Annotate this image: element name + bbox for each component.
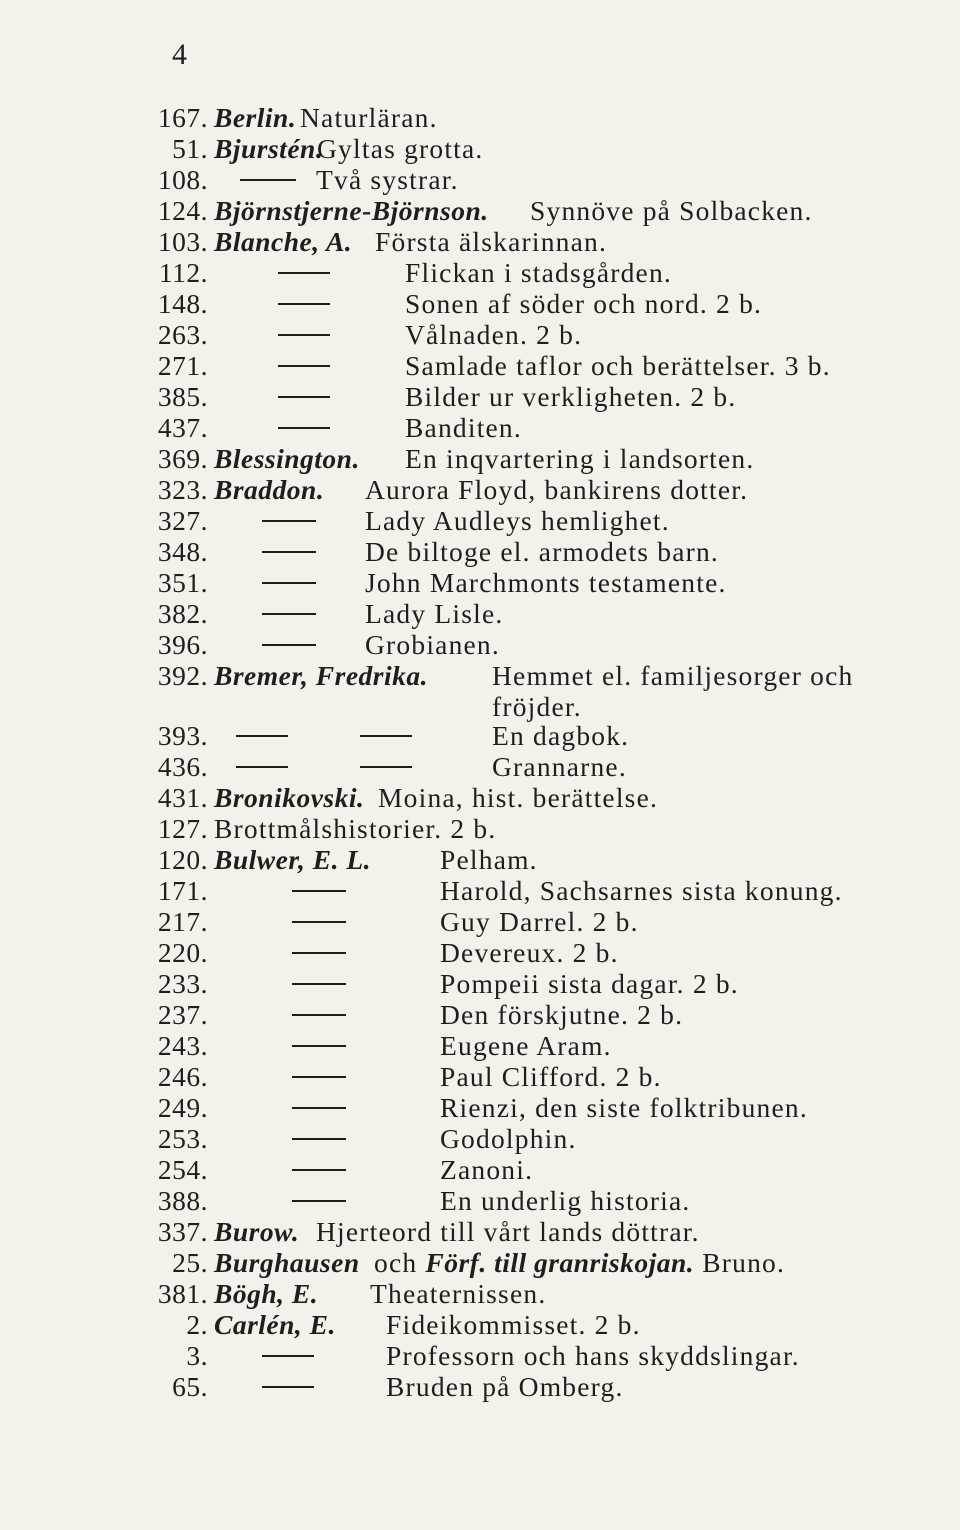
ditto-dash xyxy=(262,613,316,615)
catalog-entry xyxy=(0,319,960,350)
catalog-entry xyxy=(0,751,960,782)
catalog-entry xyxy=(0,813,960,844)
catalog-entry xyxy=(0,1030,960,1061)
catalog-entry xyxy=(0,937,960,968)
catalog-entry xyxy=(0,720,960,751)
ditto-dash xyxy=(262,1386,314,1388)
catalog-entry xyxy=(0,381,960,412)
entry-title: Moina, hist. berättelse. xyxy=(378,782,659,813)
entry-number: 103. xyxy=(157,226,208,257)
catalog-entry xyxy=(0,598,960,629)
catalog-entry xyxy=(0,629,960,660)
entry-title: Harold, Sachsarnes sista konung. xyxy=(440,875,843,906)
entry-title: Pelham. xyxy=(440,844,538,875)
entry-number: 348. xyxy=(157,536,208,567)
entry-title: Eugene Aram. xyxy=(440,1030,612,1061)
entry-number: 369. xyxy=(157,443,208,474)
ditto-dash xyxy=(360,735,412,737)
entry-title: och Förf. till granriskojan. Bruno. xyxy=(374,1247,786,1278)
entry-number: 148. xyxy=(157,288,208,319)
catalog-entry xyxy=(0,288,960,319)
entry-title: Hemmet el. familjesorger och xyxy=(492,660,854,691)
ditto-dash xyxy=(292,1045,346,1047)
catalog-entry xyxy=(0,1061,960,1092)
entry-title: Devereux. 2 b. xyxy=(440,937,619,968)
ditto-dash xyxy=(278,396,330,398)
ditto-dash xyxy=(292,983,346,985)
ditto-dash xyxy=(360,766,412,768)
entry-number: 127. xyxy=(157,813,208,844)
entry-number: 392. xyxy=(157,660,208,691)
entry-title: Guy Darrel. 2 b. xyxy=(440,906,639,937)
entry-title: Bilder ur verkligheten. 2 b. xyxy=(405,381,737,412)
entry-title: Bruden på Omberg. xyxy=(386,1371,624,1402)
entry-number: 108. xyxy=(157,164,208,195)
entry-number: 120. xyxy=(157,844,208,875)
entry-author: Bronikovski. xyxy=(214,782,365,813)
ditto-dash xyxy=(240,179,296,181)
entry-number: 323. xyxy=(157,474,208,505)
entry-number: 337. xyxy=(157,1216,208,1247)
catalog-entry xyxy=(0,195,960,226)
entry-number: 253. xyxy=(157,1123,208,1154)
entry-author: Bulwer, E. L. xyxy=(214,844,372,875)
entry-number: 243. xyxy=(157,1030,208,1061)
entry-title: En underlig historia. xyxy=(440,1185,691,1216)
entry-title: Synnöve på Solbacken. xyxy=(530,195,813,226)
entry-number: 237. xyxy=(157,999,208,1030)
entry-title: John Marchmonts testamente. xyxy=(365,567,727,598)
entry-number: 396. xyxy=(157,629,208,660)
entry-title: Gyltas grotta. xyxy=(317,133,484,164)
entry-title: Fideikommisset. 2 b. xyxy=(386,1309,641,1340)
catalog-entry xyxy=(0,1185,960,1216)
entry-author: Bjurstén. xyxy=(214,133,324,164)
ditto-dash xyxy=(292,1200,346,1202)
entry-number: 263. xyxy=(157,319,208,350)
entry-title: Pompeii sista dagar. 2 b. xyxy=(440,968,739,999)
entry-number: 217. xyxy=(157,906,208,937)
ditto-dash xyxy=(278,365,330,367)
catalog-entry xyxy=(0,536,960,567)
entry-title: Theaternissen. xyxy=(370,1278,547,1309)
ditto-dash xyxy=(292,1014,346,1016)
entry-title: Brottmålshistorier. 2 b. xyxy=(214,813,497,844)
catalog-entry xyxy=(0,257,960,288)
entry-number: 382. xyxy=(157,598,208,629)
catalog-entry xyxy=(0,443,960,474)
entry-author: Berlin. xyxy=(214,102,297,133)
ditto-dash xyxy=(262,1355,314,1357)
ditto-dash xyxy=(262,644,316,646)
ditto-dash xyxy=(278,303,330,305)
entry-title: En dagbok. xyxy=(492,720,630,751)
catalog-entry xyxy=(0,1309,960,1340)
catalog-entry xyxy=(0,1278,960,1309)
ditto-dash xyxy=(292,1107,346,1109)
entry-number: 65. xyxy=(172,1371,208,1402)
catalog-entry xyxy=(0,1154,960,1185)
entry-title: fröjder. xyxy=(492,691,582,722)
entry-title: Lady Lisle. xyxy=(365,598,504,629)
entry-title: Sonen af söder och nord. 2 b. xyxy=(405,288,763,319)
catalog-entry xyxy=(0,968,960,999)
entry-author: Bögh, E. xyxy=(214,1278,319,1309)
entry-title: Banditen. xyxy=(405,412,522,443)
entry-author: Blanche, A. xyxy=(214,226,353,257)
ditto-dash xyxy=(278,272,330,274)
catalog-entry xyxy=(0,164,960,195)
entry-number: 112. xyxy=(158,257,208,288)
entry-number: 437. xyxy=(157,412,208,443)
entry-number: 124. xyxy=(157,195,208,226)
catalog-entry xyxy=(0,133,960,164)
entry-number: 167. xyxy=(157,102,208,133)
entry-title: Grannarne. xyxy=(492,751,627,782)
catalog-entry xyxy=(0,782,960,813)
entry-author: Burow. xyxy=(214,1216,300,1247)
entry-title: Paul Clifford. 2 b. xyxy=(440,1061,662,1092)
catalog-list xyxy=(0,102,960,1402)
entry-title: Den förskjutne. 2 b. xyxy=(440,999,684,1030)
entry-number: 25. xyxy=(172,1247,208,1278)
entry-number: 233. xyxy=(157,968,208,999)
entry-number: 220. xyxy=(157,937,208,968)
ditto-dash xyxy=(278,334,330,336)
ditto-dash xyxy=(278,427,330,429)
entry-title: Lady Audleys hemlighet. xyxy=(365,505,670,536)
ditto-dash xyxy=(292,1076,346,1078)
entry-title: Zanoni. xyxy=(440,1154,534,1185)
catalog-entry xyxy=(0,1247,960,1278)
entry-number: 246. xyxy=(157,1061,208,1092)
ditto-dash xyxy=(292,1138,346,1140)
catalog-entry xyxy=(0,505,960,536)
entry-title: Samlade taflor och berättelser. 3 b. xyxy=(405,350,831,381)
catalog-entry xyxy=(0,226,960,257)
ditto-dash xyxy=(292,952,346,954)
entry-title: En inqvartering i landsorten. xyxy=(405,443,755,474)
entry-number: 171. xyxy=(157,875,208,906)
entry-number: 327. xyxy=(157,505,208,536)
catalog-entry xyxy=(0,412,960,443)
catalog-entry xyxy=(0,1123,960,1154)
entry-author: Braddon. xyxy=(214,474,325,505)
entry-title: De biltoge el. armodets barn. xyxy=(365,536,720,567)
catalog-entry xyxy=(0,102,960,133)
ditto-dash xyxy=(236,766,288,768)
entry-author: Burghausen xyxy=(214,1247,360,1278)
catalog-entry xyxy=(0,1340,960,1371)
entry-title: Grobianen. xyxy=(365,629,500,660)
entry-number: 388. xyxy=(157,1185,208,1216)
entry-number: 431. xyxy=(157,782,208,813)
entry-number: 254. xyxy=(157,1154,208,1185)
entry-title: Flickan i stadsgården. xyxy=(405,257,672,288)
ditto-dash xyxy=(262,582,316,584)
entry-title: Naturläran. xyxy=(300,102,438,133)
catalog-entry xyxy=(0,875,960,906)
catalog-entry xyxy=(0,1216,960,1247)
ditto-dash xyxy=(292,1169,346,1171)
ditto-dash xyxy=(262,520,316,522)
entry-number: 436. xyxy=(157,751,208,782)
entry-number: 271. xyxy=(157,350,208,381)
catalog-entry xyxy=(0,1371,960,1402)
catalog-entry xyxy=(0,1092,960,1123)
catalog-entry xyxy=(0,844,960,875)
catalog-entry xyxy=(0,350,960,381)
entry-number: 351. xyxy=(157,567,208,598)
entry-number: 3. xyxy=(186,1340,208,1371)
entry-title: Godolphin. xyxy=(440,1123,577,1154)
entry-title: Vålnaden. 2 b. xyxy=(405,319,583,350)
catalog-entry xyxy=(0,999,960,1030)
ditto-dash xyxy=(236,735,288,737)
catalog-entry xyxy=(0,474,960,505)
entry-number: 2. xyxy=(186,1309,208,1340)
catalog-entry xyxy=(0,567,960,598)
catalog-entry xyxy=(0,906,960,937)
entry-title: Första älskarinnan. xyxy=(375,226,608,257)
catalog-entry xyxy=(0,691,960,720)
ditto-dash xyxy=(292,890,346,892)
entry-author: Blessington. xyxy=(214,443,360,474)
entry-author: Björnstjerne-Björnson. xyxy=(214,195,489,226)
entry-title: Rienzi, den siste folktribunen. xyxy=(440,1092,808,1123)
entry-title: Hjerteord till vårt lands döttrar. xyxy=(316,1216,700,1247)
entry-number: 385. xyxy=(157,381,208,412)
entry-author: Carlén, E. xyxy=(214,1309,336,1340)
entry-number: 51. xyxy=(172,133,208,164)
catalog-entry xyxy=(0,660,960,691)
ditto-dash xyxy=(262,551,316,553)
page-number: 4 xyxy=(172,38,187,71)
entry-title: Professorn och hans skyddslingar. xyxy=(386,1340,800,1371)
entry-number: 393. xyxy=(157,720,208,751)
ditto-dash xyxy=(292,921,346,923)
entry-number: 249. xyxy=(157,1092,208,1123)
entry-title: Två systrar. xyxy=(316,164,459,195)
entry-title: Aurora Floyd, bankirens dotter. xyxy=(365,474,749,505)
entry-number: 381. xyxy=(157,1278,208,1309)
entry-author: Bremer, Fredrika. xyxy=(214,660,428,691)
